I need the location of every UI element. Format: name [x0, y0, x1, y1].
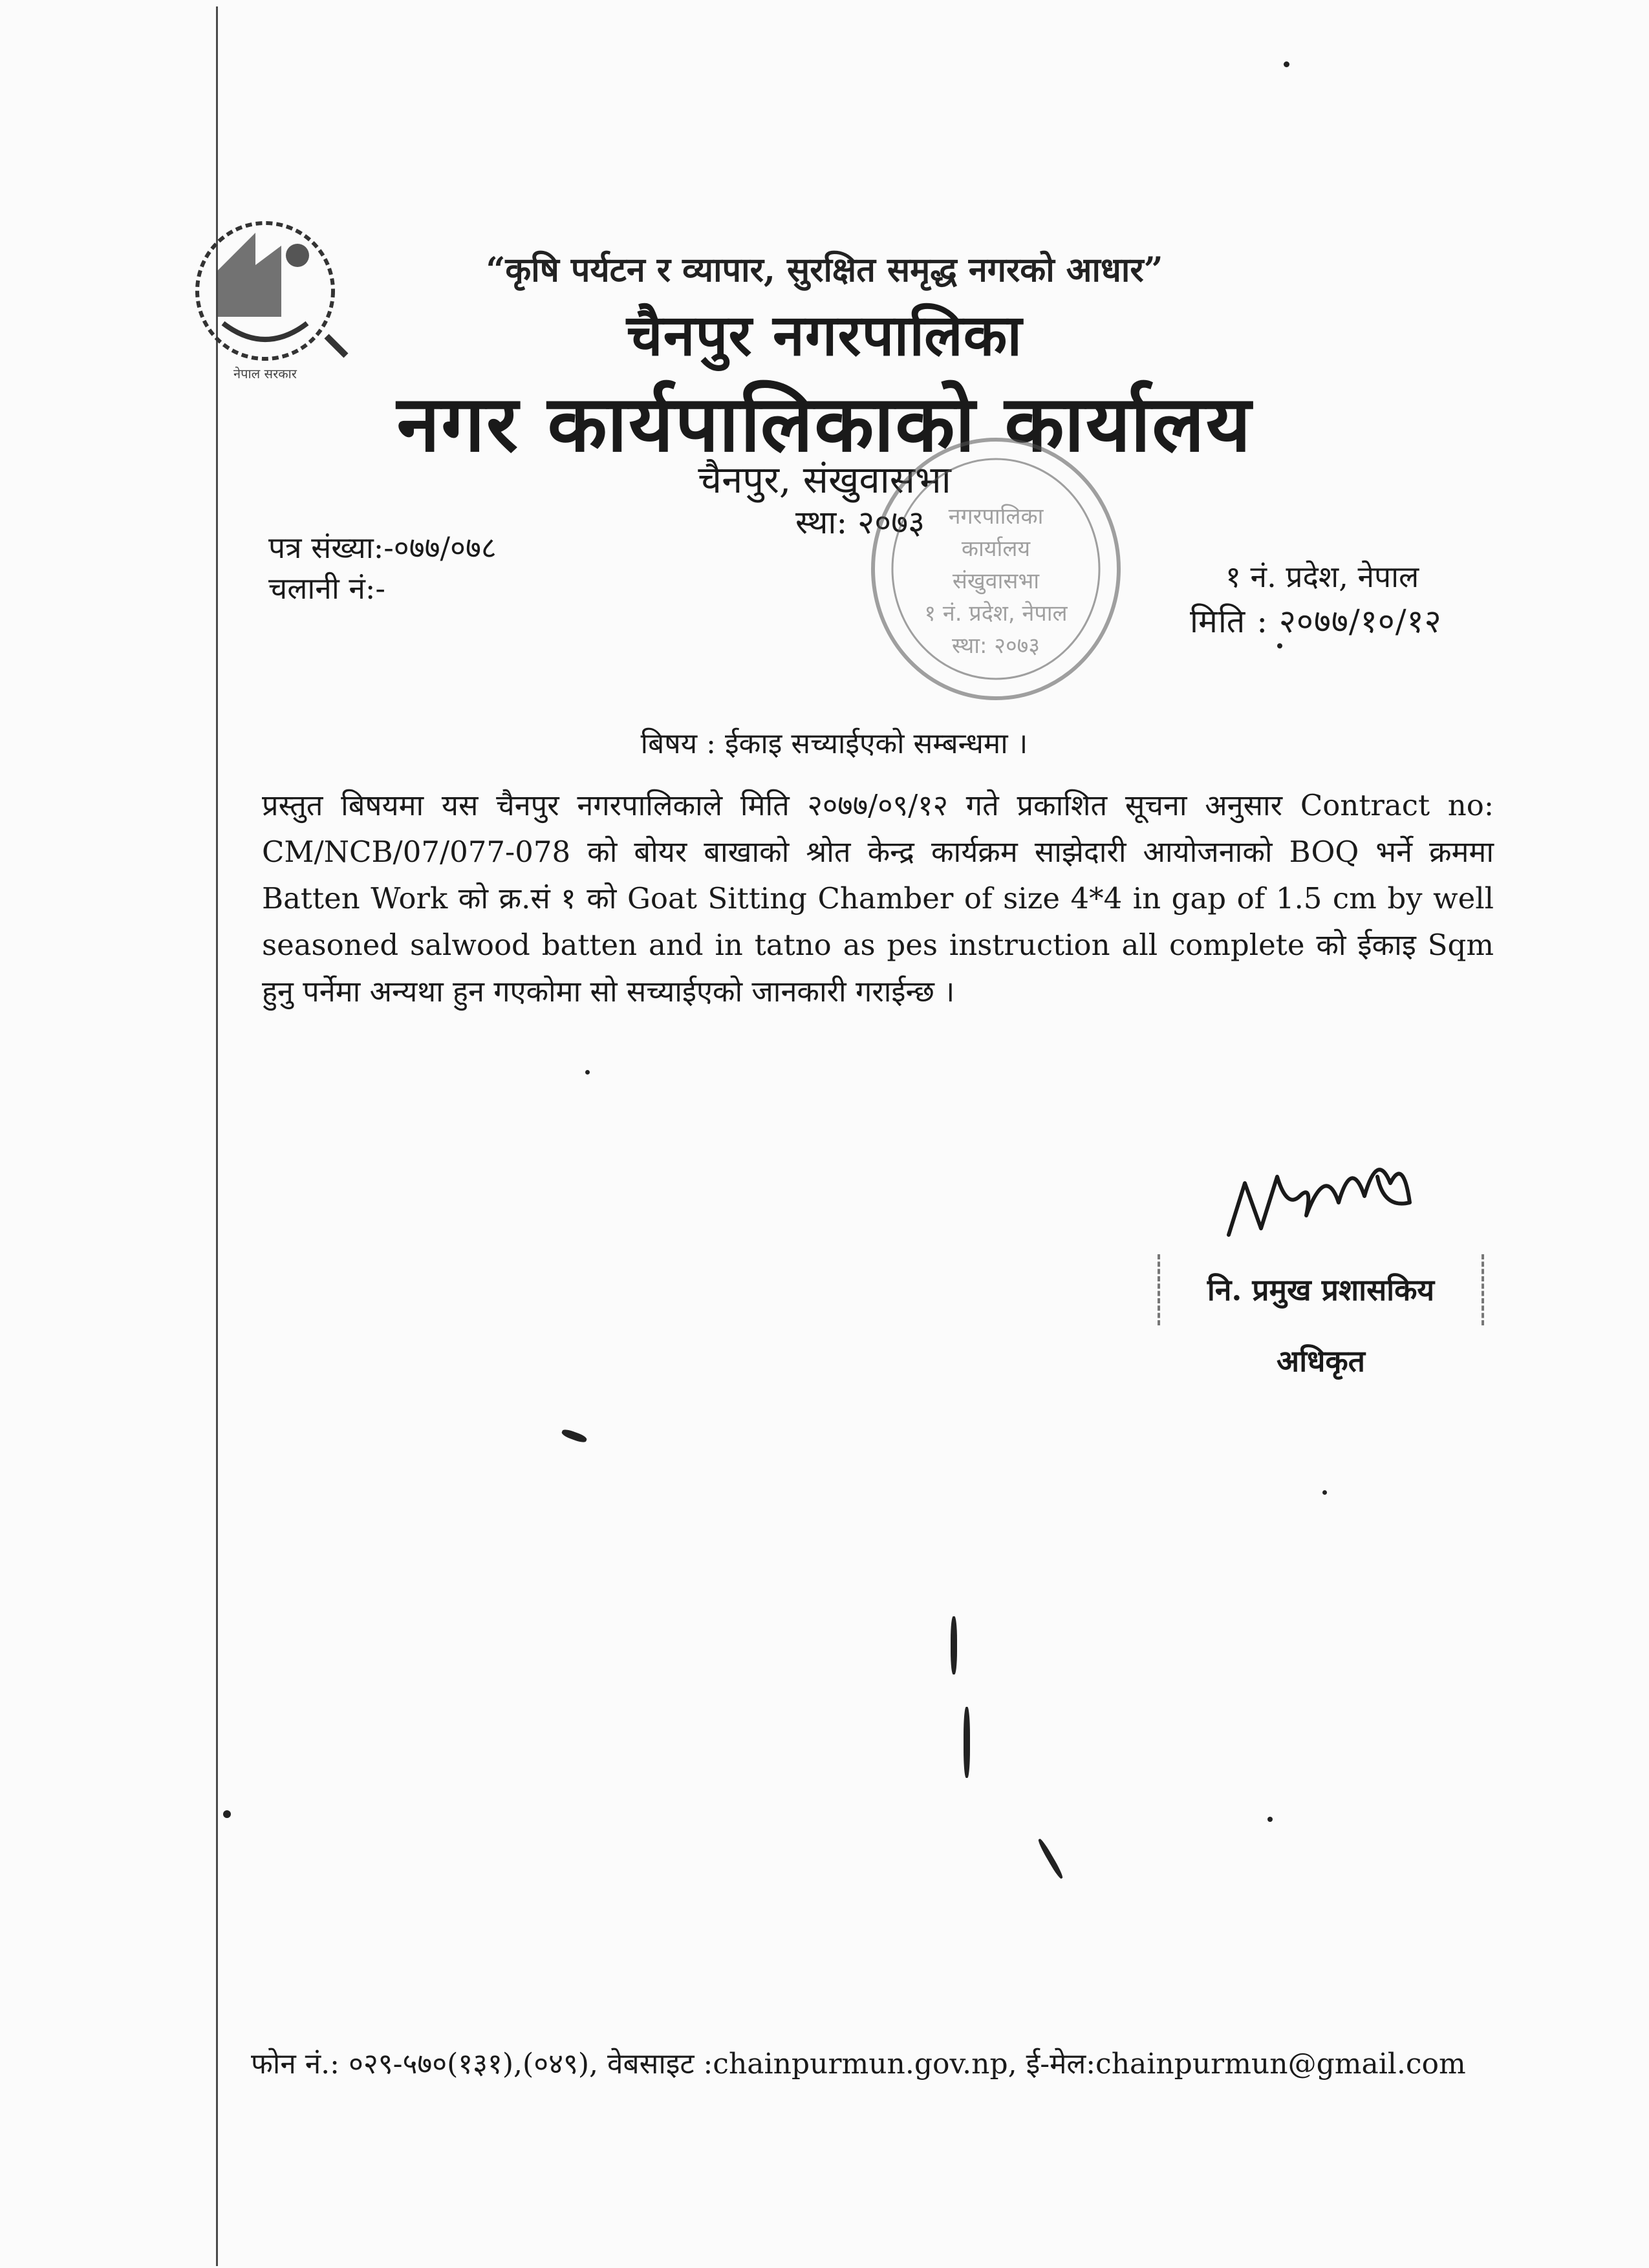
scan-speck — [1267, 1817, 1273, 1822]
reference-number: पत्र संख्या:-०७७/०७८ — [268, 530, 497, 565]
office-seal-stamp — [860, 427, 1132, 711]
signature-mark — [1216, 1138, 1436, 1254]
scan-speck — [1284, 61, 1289, 67]
seal-line-3: संखुवासभा — [952, 568, 1040, 594]
scan-speck — [561, 1428, 588, 1444]
letter-subject: बिषय : ईकाइ सच्याईएको सम्बन्धमा । — [640, 727, 1028, 760]
scan-speck — [1277, 643, 1282, 648]
seal-line-5: स्था: २०७३ — [951, 633, 1040, 659]
established-year: स्था: २०७३ — [795, 504, 925, 541]
scan-speck — [585, 1070, 590, 1075]
province-label: १ नं. प्रदेश, नेपाल — [1225, 559, 1419, 594]
scan-speck — [1322, 1490, 1327, 1495]
seal-line-2: कार्यालय — [961, 536, 1031, 562]
office-address: चैनपुर, संखुवासभा — [698, 458, 951, 502]
emblem-caption: नेपाल सरकार — [233, 366, 297, 381]
scan-speck — [1037, 1837, 1064, 1879]
seal-line-4: १ नं. प्रदेश, नेपाल — [924, 601, 1068, 626]
seal-line-1: नगरपालिका — [948, 504, 1044, 530]
scan-speck — [951, 1616, 957, 1674]
scan-speck — [223, 1810, 231, 1818]
municipality-name: चैनपुर नगरपालिका — [626, 301, 1023, 369]
footer-contact: फोन नं.: ०२९-५७०(१३१),(०४९), वेबसाइट :chainpurmun.gov.np, ई-मेल:chainpurmun@gmail.com — [251, 2048, 1466, 2081]
letter-date: मिति : २०७७/१०/१२ — [1190, 603, 1442, 640]
dispatch-number: चलानी नं:- — [268, 571, 385, 606]
signatory-designation: नि. प्रमुख प्रशासकिय अधिकृत — [1158, 1254, 1484, 1325]
scan-speck — [964, 1707, 970, 1778]
letter-body: प्रस्तुत बिषयमा यस चैनपुर नगरपालिकाले मिति २०७७/०९/१२ गते प्रकाशित सूचना अनुसार Contract no: CM/NCB/07/077-078 को बोयर बाखाको श्रोत केन्द्र कार्यक्रम साझेदारी आयोजनाको BOQ भर्ने क्रममा Batten Work को क्र.सं १ को Goat Sitting Chamber of size 4*4 in gap of 1.5 cm by well seasoned salwood batten and in tatno as pes instruction all complete को ईकाइ Sqm हुनु पर्नेमा अन्यथा हुन गएकोमा सो सच्याईएको जानकारी गराईन्छ । — [262, 788, 1494, 1009]
header-slogan: “कृषि पर्यटन र व्यापार, सुरक्षित समृद्ध नगरको आधार” — [486, 250, 1163, 290]
office-name: नगर कार्यपालिकाको कार्यालय — [396, 378, 1253, 469]
